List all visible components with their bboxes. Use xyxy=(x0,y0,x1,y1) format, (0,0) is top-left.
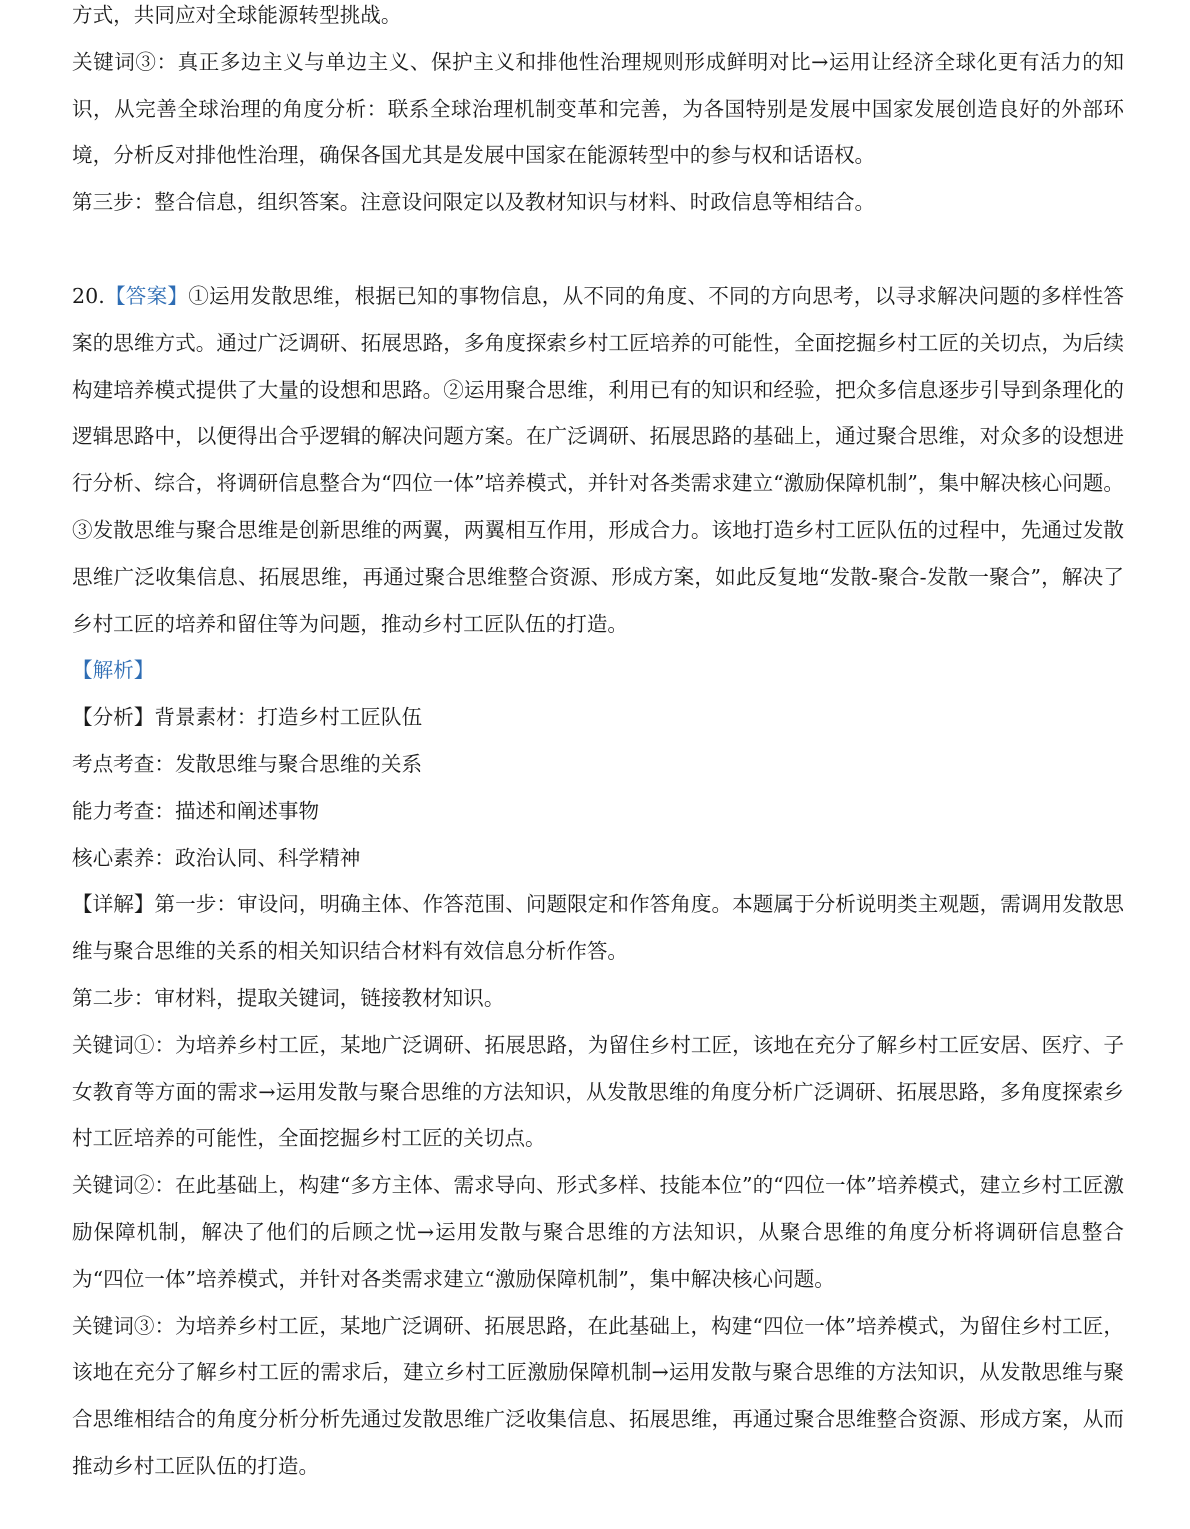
prev-tail-line: 方式，共同应对全球能源转型挑战。 xyxy=(72,3,402,27)
prev-keyword-3: 关键词③：真正多边主义与单边主义、保护主义和排他性治理规则形成鲜明对比→运用让经济全球化更有活力的知识，从完善全球治理的角度分析：联系全球治理机制变革和完善，为各国特别是发展中国家发展创造良好的外部环境，分析反对排他性治理，确保各国尤其是发展中国家在能源转型中的参与权和话语权。 xyxy=(72,49,1124,168)
q20-answer-paragraph xyxy=(72,273,1124,647)
analysis-background: 【分析】背景素材：打造乡村工匠队伍 xyxy=(72,705,423,730)
document-page xyxy=(72,0,1124,1490)
section-gap xyxy=(72,226,1124,273)
analysis-ability: 能力考查：描述和阐述事物 xyxy=(72,798,320,823)
question-number: 20. xyxy=(72,283,105,308)
answer-tag: 【答案】 xyxy=(104,283,189,308)
analysis-exam-point: 考点考查：发散思维与聚合思维的关系 xyxy=(72,751,423,776)
detail-keyword-3: 关键词③：为培养乡村工匠，某地广泛调研、拓展思路，在此基础上，构建“四位一体”培养模式，为留住乡村工匠，该地在充分了解乡村工匠的需求后，建立乡村工匠激励保障机制→运用发散与聚合思维的方法知识，从发散思维与聚合思维相结合的角度分析分析先通过发散思维广泛收集信息、拓展思维，再通过聚合思维整合资源、形成方案，从而推动乡村工匠队伍的打造。 xyxy=(72,1313,1124,1478)
detail-keyword-2: 关键词②：在此基础上，构建“多方主体、需求导向、形式多样、技能本位”的“四位一体”培养模式，建立乡村工匠激励保障机制，解决了他们的后顾之忧→运用发散与聚合思维的方法知识，从聚合思维的角度分析将调研信息整合为“四位一体”培养模式，并针对各类需求建立“激励保障机制”，集中解决核心问题。 xyxy=(72,1173,1124,1291)
analysis-tag: 【解析】 xyxy=(72,658,155,683)
prev-step-3: 第三步：整合信息，组织答案。注意设问限定以及教材知识与材料、时政信息等相结合。 xyxy=(72,190,876,215)
analysis-literacy: 核心素养：政治认同、科学精神 xyxy=(72,845,361,870)
detail-keyword-1: 关键词①：为培养乡村工匠，某地广泛调研、拓展思路，为留住乡村工匠，该地在充分了解乡村工匠安居、医疗、子女教育等方面的需求→运用发散与聚合思维的方法知识，从发散思维的角度分析广泛调研、拓展思路，多角度探索乡村工匠培养的可能性，全面挖掘乡村工匠的关切点。 xyxy=(72,1032,1124,1151)
answer-text: ①运用发散思维，根据已知的事物信息，从不同的角度、不同的方向思考，以寻求解决问题的多样性答案的思维方式。通过广泛调研、拓展思路，多角度探索乡村工匠培养的可能性，全面挖掘乡村工匠的关切点，为后续构建培养模式提供了大量的设想和思路。②运用聚合思维，利用已有的知识和经验，把众多信息逐步引导到条理化的逻辑思路中，以便得出合乎逻辑的解决问题方案。在广泛调研、拓展思路的基础上，通过聚合思维，对众多的设想进行分析、综合，将调研信息整合为“四位一体”培养模式，并针对各类需求建立“激励保障机制”，集中解决核心问题。③发散思维与聚合思维是创新思维的两翼，两翼相互作用，形成合力。该地打造乡村工匠队伍的过程中，先通过发散思维广泛收集信息、拓展思维，再通过聚合思维整合资源、形成方案，如此反复地“发散-聚合-发散一聚合”，解决了乡村工匠的培养和留住等为问题，推动乡村工匠队伍的打造。 xyxy=(72,283,1125,636)
detail-step-1: 【详解】第一步：审设问，明确主体、作答范围、问题限定和作答角度。本题属于分析说明类主观题，需调用发散思维与聚合思维的关系的相关知识结合材料有效信息分析作答。 xyxy=(72,892,1124,964)
detail-step-2: 第二步：审材料，提取关键词，链接教材知识。 xyxy=(72,985,505,1010)
